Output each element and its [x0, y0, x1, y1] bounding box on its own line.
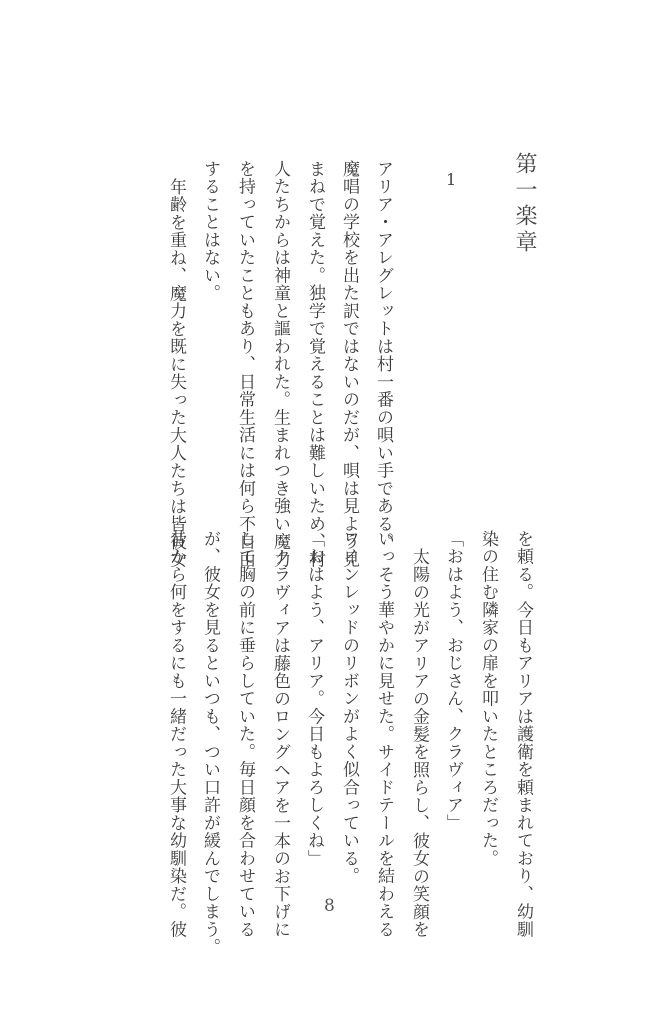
paragraph-line: アリア・アレグレットは村一番の唄い手である。: [373, 160, 393, 551]
page-number: 8: [324, 896, 335, 916]
paragraph-line: することはない。: [200, 160, 220, 302]
paragraph-line: を頼る。今日もアリアは護衛を頼まれており、幼馴: [513, 530, 533, 939]
paragraph-line: 魔唱の学校を出た訳ではないのだが、唄は見よう見: [339, 160, 359, 569]
dialogue-line: 「おはよう、おじさん、クラヴィア」: [443, 530, 463, 832]
paragraph-line: 太陽の光がアリアの金髪を照らし、彼女の笑顔を: [409, 548, 429, 939]
paragraph-line: 昔から何をするにも一緒だった大事な幼馴染だ。彼: [166, 530, 186, 939]
paragraph-line: して胸の前に垂らしていた。毎日顔を合わせている: [235, 530, 255, 939]
paragraph-line: まねで覚えた。独学で覚えることは難しいため、村: [305, 160, 325, 569]
paragraph-line: クラヴィアは藤色のロングヘアを一本のお下げに: [270, 548, 290, 939]
paragraph-line: 人たちからは神童と謳われた。生まれつき強い魔力: [270, 160, 290, 569]
dialogue-line: 「おはよう、アリア。今日もよろしくね」: [304, 530, 324, 868]
chapter-title: 第一楽章: [512, 152, 537, 256]
paragraph-line: ワインレッドのリボンがよく似合っている。: [339, 530, 359, 885]
paragraph-line: 年齢を重ね、魔力を既に失った大人たちは皆彼女: [166, 178, 186, 569]
paragraph-line: が、彼女を見るといつも、つい口許が緩んでしまう。: [200, 530, 220, 956]
paragraph-line: 染の住む隣家の扉を叩いたところだった。: [478, 530, 498, 868]
paragraph-line: を持っていたこともあり、日常生活には何ら不自由: [235, 160, 255, 569]
paragraph-line: いっそう華やかに見せた。サイドテールを結わえる: [374, 530, 394, 939]
section-number: 1: [446, 170, 457, 189]
